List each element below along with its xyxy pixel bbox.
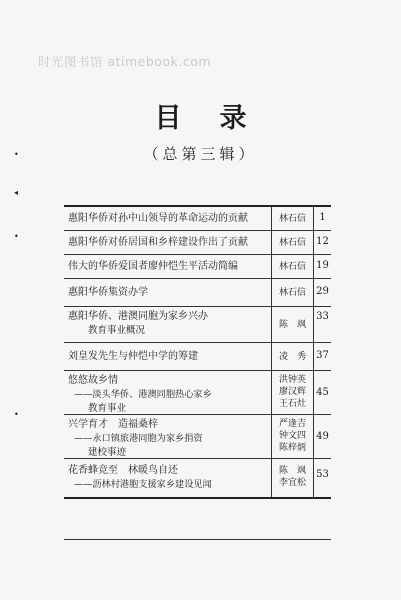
toc-entry-title: 兴学育才 造福桑梓 ——永口镇旅港同胞为家乡捐资 建校事迹 [68,419,203,458]
toc-entry-title: 惠阳华侨集资办学 [68,287,148,298]
toc-entry-author: 林石信 [278,288,306,298]
page-subtitle: （总第三辑） [143,145,258,163]
bottom-rule [64,539,331,540]
toc-entry-author: 林石信 [278,238,306,248]
toc-entry-page: 29 [316,286,329,297]
toc-row [64,255,331,279]
toc-row [64,307,331,343]
table-of-contents [64,205,331,499]
margin-dot: • [14,150,19,159]
toc-entry-author: 陈 飒 [278,320,306,330]
toc-entry-page: 49 [316,431,329,442]
toc-row [64,279,331,307]
toc-entry-title: 惠阳华侨对侨居国和乡梓建设作出了贡献 [68,237,248,248]
toc-entry-title: 刘皇发先生与仲恺中学的筹建 [68,351,198,362]
margin-arrow: ◂ [14,188,19,197]
toc-entry-author: 林石信 [278,262,306,272]
toc-entry-author: 洪钟英 廖汉辉 王石灶 [278,375,306,409]
toc-entry-page: 53 [316,469,329,480]
toc-entry-title: 悠悠故乡情 ——淡头华侨、港澳同胞热心家乡 教育事业 [68,375,212,414]
toc-row [64,415,331,459]
margin-dot: • [14,410,19,419]
toc-row [64,231,331,255]
page-title: 目录 [154,103,285,134]
toc-entry-title: 惠阳华侨、港澳同胞为家乡兴办 教育事业概况 [68,311,208,336]
toc-entry-page: 19 [316,260,329,271]
toc-row [64,371,331,415]
toc-entry-page: 1 [319,212,326,223]
toc-entry-title: 惠阳华侨对孙中山领导的革命运动的贡献 [68,213,248,224]
toc-entry-title: 伟大的华侨爱国者廖仲恺生平活动简编 [68,261,238,272]
toc-row [64,207,331,231]
toc-entry-page: 37 [316,350,329,361]
toc-entry-page: 45 [316,387,329,398]
margin-dot: • [14,232,19,241]
toc-entry-author: 凌 秀 [278,352,306,362]
toc-entry-author: 严逢吉 钟文四 陈梓炳 [278,419,306,453]
watermark-text: 时光图书馆 atimebook.com [38,54,212,69]
toc-entry-page: 12 [316,236,329,247]
toc-row [64,343,331,371]
toc-row [64,459,331,497]
toc-entry-author: 林石信 [278,214,306,224]
toc-entry-author: 陈 飒 李宜松 [278,466,306,488]
toc-entry-title: 花香蜂竞至 林暖鸟自还 ——沥林村港胞支援家乡建设见闻 [68,465,212,490]
toc-entry-page: 33 [316,311,329,322]
